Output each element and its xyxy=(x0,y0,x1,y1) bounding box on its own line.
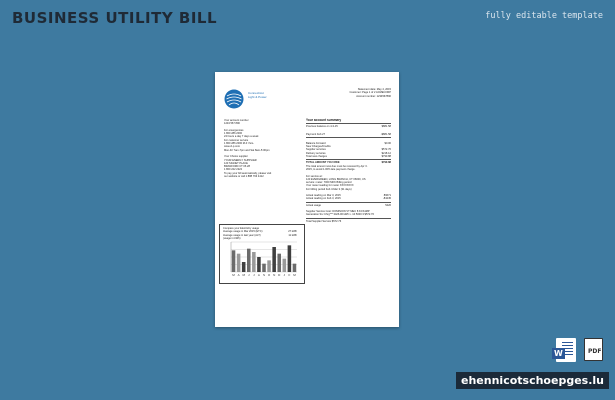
info-line: To pay your bill automatically, please visit xyxy=(224,171,272,175)
x-tick-label: F xyxy=(288,273,291,277)
usage-note: (usage in kWh) xyxy=(223,236,241,240)
notice-line: service: meter: 7000 MKK Billing period xyxy=(306,181,352,185)
page-title: BUSINESS UTILITY BILL xyxy=(12,9,218,27)
x-tick-label: M xyxy=(293,273,296,277)
pdf-file-icon[interactable] xyxy=(584,338,603,361)
statement-line: Customer: Page 1 of 2 ACMECORP xyxy=(349,91,391,95)
meter-row xyxy=(306,197,391,200)
row-label: TOTAL AMOUNT YOU OWE xyxy=(306,161,340,165)
usage-bar xyxy=(272,247,276,272)
row-label: Actual reading on Feb 3, 2015 xyxy=(306,197,341,201)
statement-line: Account number: 1234567890 xyxy=(356,94,391,98)
row-label: New Charges/Credits xyxy=(306,145,331,149)
divider xyxy=(306,202,391,203)
row-label: Supplier services xyxy=(306,148,326,152)
brand-line: Connecticut xyxy=(248,91,264,95)
row-value: $218.12 xyxy=(381,151,391,155)
info-line: our website or call 1 888 793 4412 xyxy=(224,175,264,179)
row-label: Average usage in Mar 2015 (ETC) xyxy=(223,230,263,234)
usage-bar xyxy=(237,254,241,272)
row-label: Average usage in last year (ALT) xyxy=(223,233,261,237)
usage-bar xyxy=(267,260,271,272)
x-tick-label: A xyxy=(237,273,240,277)
summary-title: Your account summary xyxy=(306,118,342,122)
info-line: 1 800 286 2000 xyxy=(224,132,243,136)
info-line: Your account number xyxy=(224,119,249,122)
info-line: 1 800 222 2222 xyxy=(224,168,243,172)
usage-bar xyxy=(257,257,261,272)
brand-line: Light & Power xyxy=(248,94,267,99)
info-line: BRANFORD CT 06 28 xyxy=(224,165,250,169)
x-tick-label: O xyxy=(267,273,271,277)
usage-bar xyxy=(232,250,236,272)
row-label: Actual usage xyxy=(306,203,321,207)
x-tick-label: S xyxy=(262,273,266,277)
row-value: 89671 xyxy=(383,194,391,198)
x-tick-label: D xyxy=(278,273,281,277)
summary-row xyxy=(306,133,391,136)
info-line: www.cl-p.com xyxy=(224,145,240,149)
x-tick-label: J xyxy=(283,273,286,277)
format-icons xyxy=(556,338,603,362)
statement-line: Statement date: May 4, 2015 xyxy=(357,88,391,91)
usage-bar-chart xyxy=(223,240,299,280)
pdf-label: PDF xyxy=(588,348,602,355)
row-value: $790.88 xyxy=(381,155,391,159)
bill-document xyxy=(215,72,399,327)
row-label: Previous balance on 4-3-15 xyxy=(306,125,338,129)
website-badge[interactable]: ehennicotschoepges.lu xyxy=(456,372,609,389)
usage-bar xyxy=(252,252,256,272)
notice-line: 123 EVERGREEN, LONG BRANCH, CT 06000, US xyxy=(306,177,366,181)
x-tick-label: J xyxy=(248,273,250,277)
supplier-line: Generation Srv Chrg*** 3426.00 kWh x .10 5000 3 $572.76 xyxy=(306,213,374,217)
usage-bar xyxy=(288,245,292,272)
usage-header xyxy=(223,227,297,240)
row-label: Actual reading on Mar 3, 2015 xyxy=(306,194,341,198)
x-tick-label: N xyxy=(273,273,276,277)
usage-bar xyxy=(262,264,266,272)
usage-comparison xyxy=(219,224,305,284)
row-value: $881.58 xyxy=(381,125,391,129)
usage-bar xyxy=(242,262,246,272)
usage-bar xyxy=(277,254,281,272)
info-line: For customer service xyxy=(224,138,249,142)
info-line: For emergencies xyxy=(224,128,244,132)
summary-row xyxy=(306,155,391,158)
notice-line: 2015, to avoid 1.00% late payment charge. xyxy=(306,167,356,171)
row-value: 27 kWh xyxy=(288,230,297,234)
word-file-icon[interactable] xyxy=(556,338,576,362)
row-value: $572.76 xyxy=(381,148,391,152)
x-tick-label: M xyxy=(242,273,245,277)
usage-title: Compare your Electricity usage xyxy=(223,227,260,230)
x-tick-label: J xyxy=(253,273,255,277)
info-line: 24 hours a day 7 days a week xyxy=(224,135,259,139)
word-label: W xyxy=(554,349,563,358)
row-value: 5426 xyxy=(385,203,391,207)
divider xyxy=(306,218,391,219)
row-value: $790.88 xyxy=(381,161,391,165)
customer-info xyxy=(224,119,271,178)
row-value: 11 kWh xyxy=(288,233,297,237)
info-line: 1234 567 890 xyxy=(224,122,240,126)
row-value: $0.00 xyxy=(384,141,391,145)
info-line: Mon-Fri 7am-7pm and Sat 8am-5:00pm xyxy=(224,148,270,152)
x-tick-label: M xyxy=(232,273,235,277)
usage-bar xyxy=(293,264,297,272)
usage-bar xyxy=(283,259,287,272)
row-label: Delivery services xyxy=(306,151,326,155)
info-line: 1 800 286 2000 M-F 7am- xyxy=(224,142,254,146)
notice-line: The total amount now due must be received by Apr 3. xyxy=(306,164,368,168)
notice-line: Your meter reading for meter XXXXXXXX xyxy=(306,184,354,188)
supplier-line: Total Supplier Service $572.76 xyxy=(306,219,342,223)
info-line: 123 SIGNET PLACE xyxy=(224,161,248,165)
notice-line: For billing period Feb 3-Mar 3 (31 days) xyxy=(306,187,352,191)
row-value: -$881.58 xyxy=(380,132,391,136)
account-summary xyxy=(306,119,391,223)
company-brand xyxy=(248,92,267,99)
notice-line: For service at: xyxy=(306,174,323,178)
row-label: Balance Forward xyxy=(306,141,326,145)
info-line: Your Choice supplier xyxy=(224,155,248,159)
statement-info xyxy=(349,88,391,98)
supplier-line: Supplier Service Cost: DOMINION VT MEC 8 KCS1MP xyxy=(306,209,370,213)
page-subtitle: fully editable template xyxy=(485,11,603,21)
row-label: Total new charges xyxy=(306,155,327,159)
company-logo-icon xyxy=(224,89,244,109)
usage-bar xyxy=(247,249,251,272)
info-line: YOUR ENERGY SUPPLIER xyxy=(224,158,257,162)
row-label: Payment Feb 27 xyxy=(306,132,326,136)
divider xyxy=(306,137,391,138)
row-value: -84245 xyxy=(382,197,391,201)
x-tick-label: A xyxy=(257,273,260,277)
